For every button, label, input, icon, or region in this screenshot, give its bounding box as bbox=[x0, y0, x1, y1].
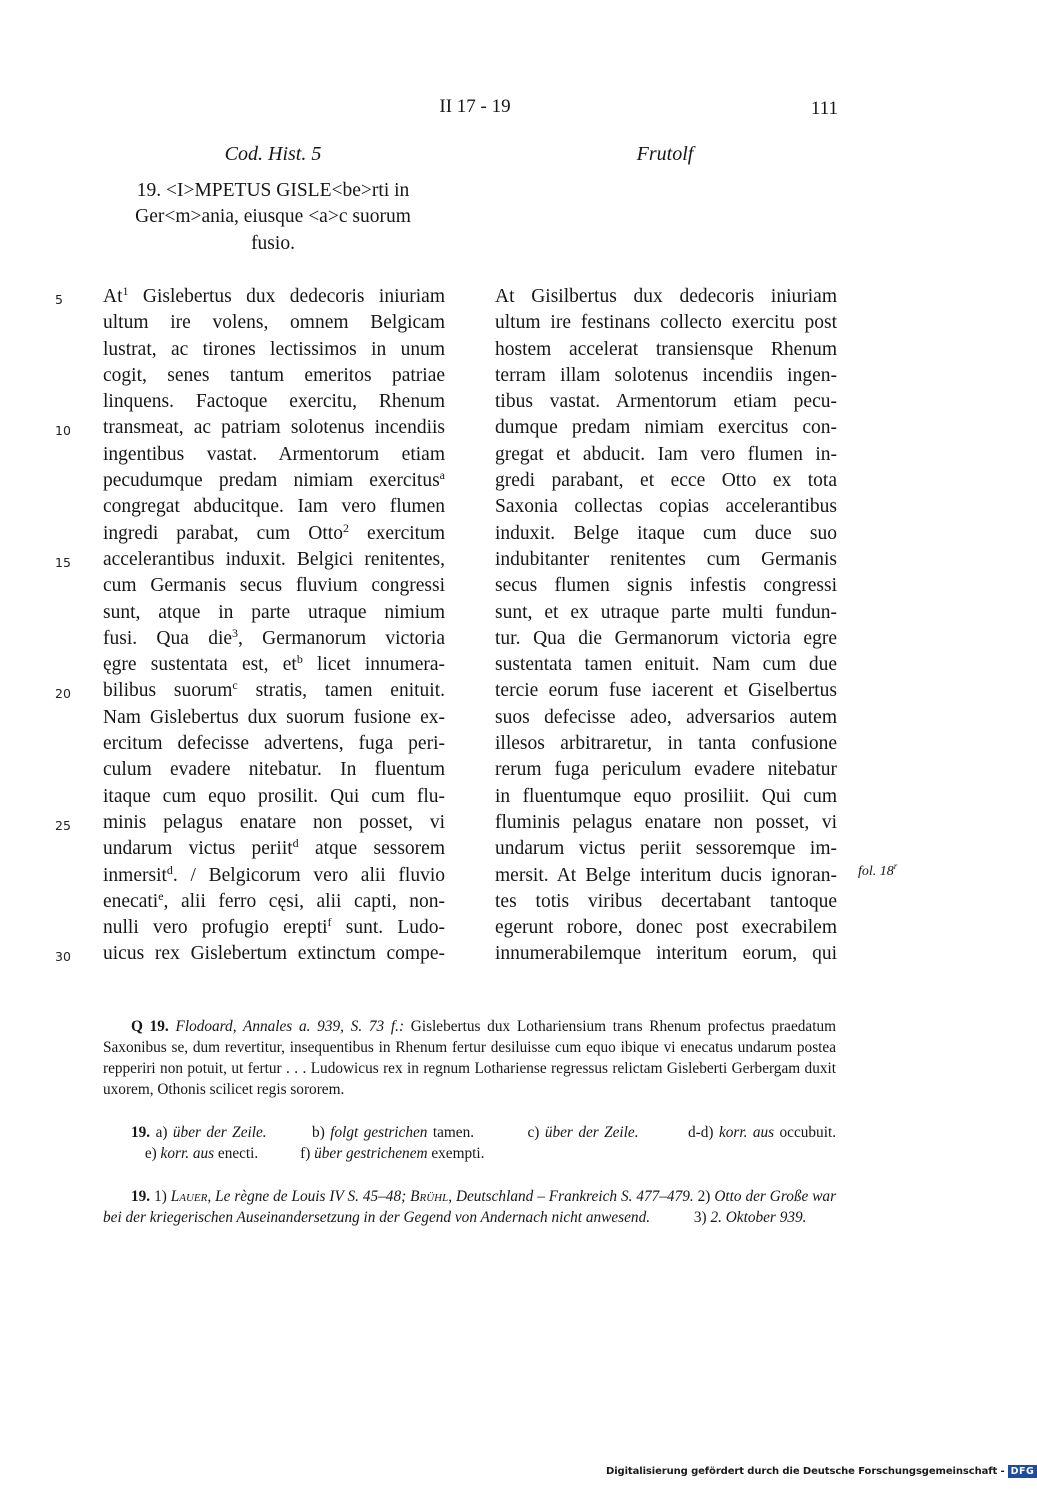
line-number: 30 bbox=[55, 949, 71, 964]
left-column-line: pecudumque predam nimiam exercitus$^a$ bbox=[103, 468, 445, 492]
right-column-line: egerunt robore, donec post execrabilem bbox=[495, 917, 837, 939]
dfg-logo-icon: DFG bbox=[1008, 1465, 1037, 1478]
left-column-line: sunt, atque in parte utraque nimium bbox=[103, 601, 445, 623]
right-column-line: tes totis viribus decertabant tantoque bbox=[495, 890, 837, 912]
right-column-line: indubitanter renitentes cum Germanis bbox=[495, 548, 837, 570]
footnote-marker: e bbox=[158, 888, 164, 903]
page-number: 111 bbox=[810, 98, 838, 119]
chapter-title-line: fusio. bbox=[251, 232, 295, 254]
right-column-line: rerum fuga periculum evadere nitebatur bbox=[495, 759, 837, 781]
left-column-line: itaque cum equo prosilit. Qui cum flu- bbox=[103, 785, 445, 807]
running-head: II 17 - 19 bbox=[439, 96, 511, 117]
right-column-line: secus flumen signis infestis congressi bbox=[495, 575, 837, 597]
left-column-line: culum evadere nitebatur. In fluentum bbox=[103, 759, 445, 781]
line-number: 10 bbox=[55, 423, 71, 438]
commentary-notes bbox=[103, 1186, 836, 1228]
line-number: 25 bbox=[55, 818, 71, 833]
left-column-text bbox=[103, 284, 445, 968]
right-column-text bbox=[495, 284, 837, 968]
left-column-line: congregat abducitque. Iam vero flumen bbox=[103, 496, 445, 518]
folio-side: r bbox=[893, 861, 898, 871]
right-column-line: terram illam solotenus incendiis ingen- bbox=[495, 364, 837, 386]
left-column-line: cum Germanis secus fluvium congressi bbox=[103, 575, 445, 597]
folio-margin-note bbox=[858, 861, 898, 880]
textual-note: f) über gestrichenem exempti. bbox=[300, 1145, 485, 1162]
left-column-line: lustrat, ac tirones lectissimos in unum bbox=[103, 338, 445, 360]
right-column-line: sustentata tamen enituit. Nam cum due bbox=[495, 654, 837, 676]
right-column-line: tercie eorum fuse iacerent et Giselbertus bbox=[495, 680, 837, 702]
left-column-line: transmeat, ac patriam solotenus incendiis bbox=[103, 417, 445, 439]
source-citation: Flodoard, Annales a. 939, S. 73 f.: bbox=[175, 1018, 405, 1035]
source-note-body bbox=[103, 1016, 836, 1100]
left-column-line: fusi. Qua die$^3$, Germanorum victoria bbox=[103, 625, 445, 649]
right-column-line: induxit. Belge itaque cum duce suo bbox=[495, 522, 837, 544]
chapter-title-line: 19. <I>MPETUS GISLE<be>rti in bbox=[136, 180, 410, 201]
right-column-line: in fluentumque equo prosiliit. Qui cum bbox=[495, 785, 837, 807]
left-column-line: ingredi parabat, cum Otto$^2$ exercitum bbox=[103, 520, 445, 544]
textual-note: d-d) korr. aus occubuit. bbox=[688, 1124, 837, 1141]
commentary-note: 2) Otto der Große war bei der kriegerischen Auseinandersetzung in der Gegend von Andernach nicht anwesend. bbox=[103, 1188, 837, 1226]
left-column-line: uicus rex Gislebertum extinctum compe- bbox=[103, 943, 445, 965]
commentary-note: 3) 2. Oktober 939. bbox=[693, 1209, 807, 1226]
right-column-line: At Gisilbertus dux dedecoris iniuriam bbox=[495, 286, 837, 307]
right-column-label: Frutolf bbox=[636, 143, 694, 165]
digitization-footer bbox=[606, 1465, 1037, 1478]
right-column-line: ultum ire festinans collecto exercitu post bbox=[495, 312, 837, 334]
source-note-label: Q 19. bbox=[131, 1018, 169, 1035]
left-column-line: linquens. Factoque exercitu, Rhenum bbox=[103, 391, 445, 413]
right-column-line: tur. Qua die Germanorum victoria egre bbox=[495, 627, 837, 649]
line-number: 20 bbox=[55, 686, 71, 701]
chapter-title bbox=[103, 178, 443, 257]
left-column-line: bilibus suorum$^c$ stratis, tamen enituit. bbox=[103, 678, 445, 702]
footnote-marker: 1 bbox=[122, 284, 129, 298]
right-column-line: fluminis pelagus enatare non posset, vi bbox=[495, 811, 837, 833]
footnote-marker: 3 bbox=[232, 625, 239, 640]
footnote-marker: b bbox=[296, 652, 303, 667]
textual-note: e) korr. aus enecti. bbox=[144, 1145, 259, 1162]
right-column-line: suos defecisse adeo, adversarios autem bbox=[495, 706, 837, 728]
left-column-line: ercitum defecisse advertens, fuga peri- bbox=[103, 733, 445, 755]
left-column-line: nulli vero profugio erepti$^f$ sunt. Ludo- bbox=[103, 915, 445, 939]
left-column-line: enecati$^e$, alii ferro cęsi, alii capti, non- bbox=[103, 888, 445, 912]
left-column-label: Cod. Hist. 5 bbox=[224, 143, 322, 165]
footnote-marker: a bbox=[439, 468, 445, 483]
right-column-line: sunt, et ex utraque parte multi fundun- bbox=[495, 601, 837, 623]
textual-note: c) über der Zeile. bbox=[527, 1124, 639, 1141]
left-column-line: minis pelagus enatare non posset, vi bbox=[103, 811, 445, 833]
footnote-marker: f bbox=[327, 915, 332, 930]
right-column-line: gredi parabant, et ecce Otto ex tota bbox=[495, 470, 837, 492]
right-column-line: mersit. At Belge interitum ducis ignoran- bbox=[495, 864, 837, 886]
left-column-line: inmersit$^d$. / Belgicorum vero alii fluvio bbox=[103, 862, 445, 886]
textual-notes-label: 19. bbox=[131, 1124, 151, 1141]
footnote-marker: c bbox=[232, 678, 238, 693]
textual-notes bbox=[103, 1122, 836, 1164]
chapter-title-line: Ger<m>ania, eiusque <a>c suorum bbox=[135, 206, 411, 228]
left-column-line: ęgre sustentata est, $et^b$ licet innumera- bbox=[103, 652, 446, 676]
right-column-line: undarum victus periit sessoremque im- bbox=[495, 838, 837, 860]
footnote-marker: 2 bbox=[342, 520, 349, 535]
funding-text: Digitalisierung gefördert durch die Deutsche Forschungsgemeinschaft - bbox=[606, 1466, 1005, 1477]
footnote-marker: d bbox=[292, 836, 299, 851]
footnote-marker: d bbox=[166, 862, 173, 877]
right-column-line: dumque predam nimiam exercitus con- bbox=[495, 417, 837, 439]
source-quote: Gislebertus dux Lothariensium trans Rhenum profectus praedatum Saxonibus se, dum revertitur, insequentibus in Rhenum fertur desiluisse cum equo ibique vi enecatus undarum postea repperiri non potuit, ut fertur . . . Ludowicus rex in regnum Lothariense regressus relictam Gisleberti Gerbergam duxit uxorem, Othonis scilicet regis sororem. bbox=[103, 1018, 836, 1098]
right-column-line: illesos arbitraretur, in tanta confusione bbox=[495, 733, 837, 755]
commentary-notes-label: 19. bbox=[131, 1188, 151, 1205]
left-column-line: ingentibus vastat. Armentorum etiam bbox=[103, 443, 445, 465]
right-column-line: hostem accelerat transiensque Rhenum bbox=[495, 338, 837, 360]
left-column-line: cogit, senes tantum emeritos patriae bbox=[103, 364, 445, 386]
right-column-line: gregat et abducit. Iam vero flumen in- bbox=[495, 443, 837, 465]
textual-note: a) über der Zeile. bbox=[155, 1124, 267, 1141]
right-column-line: innumerabilemque interitum eorum, qui bbox=[495, 943, 837, 965]
right-column-line: tibus vastat. Armentorum etiam pecu- bbox=[495, 391, 837, 413]
left-column-line: ultum ire volens, omnem Belgicam bbox=[103, 312, 445, 334]
line-number: 5 bbox=[55, 292, 63, 307]
left-column-line: accelerantibus induxit. Belgici renitentes, bbox=[103, 548, 445, 570]
folio-label: fol. 18 bbox=[858, 864, 894, 879]
left-column-line: At$^1$ Gislebertus dux dedecoris iniuriam bbox=[103, 284, 445, 307]
commentary-note: 1) Lauer, Le règne de Louis IV S. 45–48; Brühl, Deutschland – Frankreich S. 477–479. bbox=[154, 1188, 694, 1205]
right-column-line: Saxonia collectas copias accelerantibus bbox=[495, 496, 837, 518]
line-number: 15 bbox=[55, 555, 71, 570]
textual-note: b) folgt gestrichen tamen. bbox=[312, 1124, 475, 1141]
left-column-line: undarum victus periit$^d$ atque sessorem bbox=[103, 836, 445, 860]
left-column-line: Nam Gislebertus dux suorum fusione ex- bbox=[103, 706, 445, 728]
